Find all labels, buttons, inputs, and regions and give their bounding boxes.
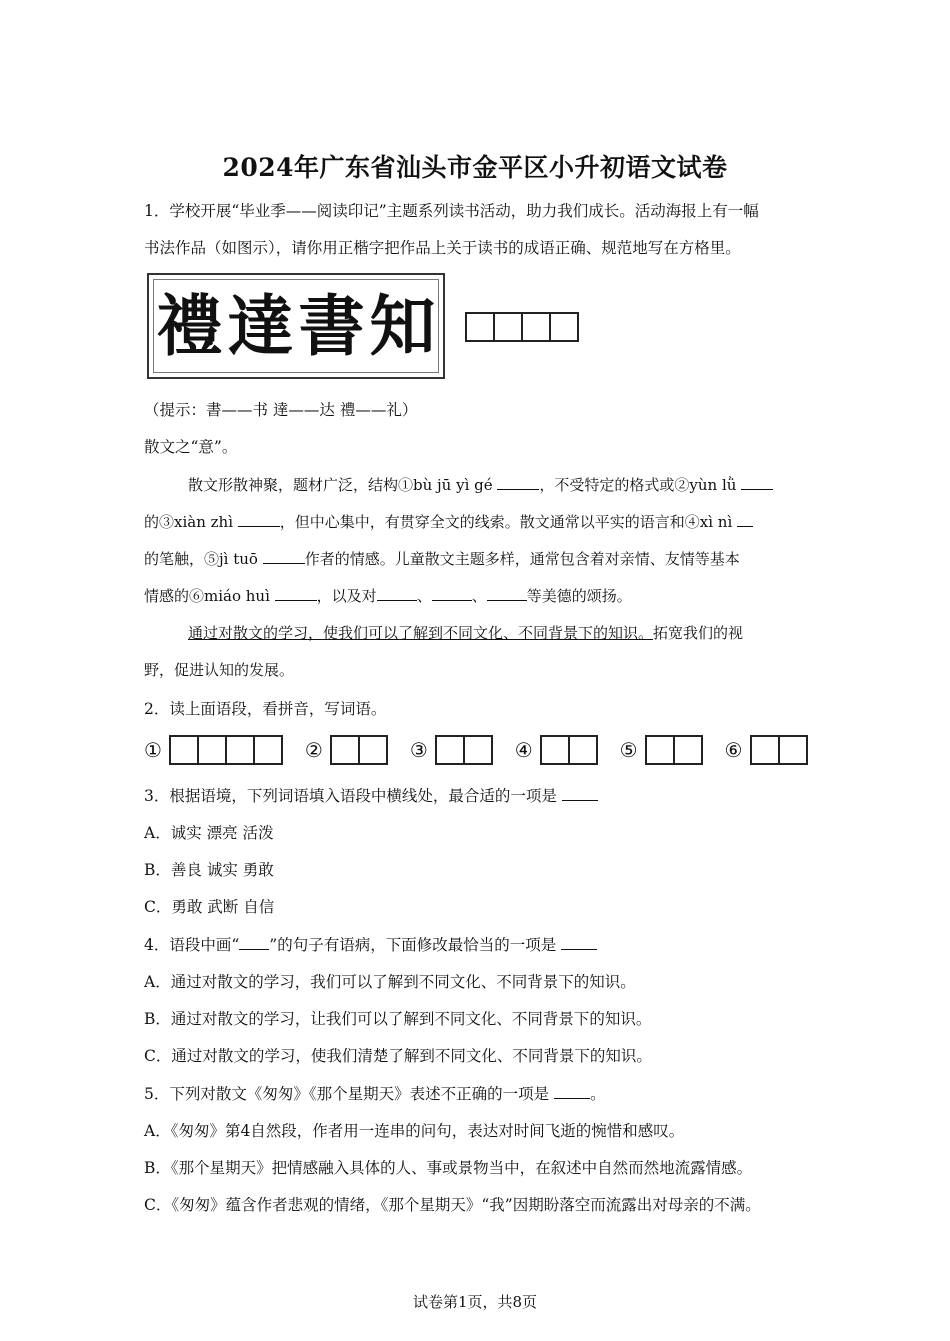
answer-cell[interactable]	[225, 735, 255, 765]
q5-option-a[interactable]: A．《匆匆》第4自然段，作者用一连串的问句，表达对时间飞逝的惋惜和感叹。	[144, 1122, 685, 1140]
q5-option-b[interactable]: B．《那个星期天》把情感融入具体的人、事或景物当中，在叙述中自然而然地流露情感。	[144, 1159, 753, 1177]
answer-cell[interactable]	[493, 312, 523, 342]
answer-cell[interactable]	[521, 312, 551, 342]
answer-blank[interactable]	[238, 525, 280, 527]
essay-heading: 散文之“意”。	[144, 438, 238, 456]
q4-option-c[interactable]: C．通过对散文的学习，使我们清楚了解到不同文化、不同背景下的知识。	[144, 1047, 652, 1065]
pinyin-answer-boxes[interactable]	[435, 735, 493, 765]
answer-cell[interactable]	[169, 735, 199, 765]
pinyin-answer-boxes[interactable]	[750, 735, 808, 765]
essay-p1-line1: 散文形散神聚，题材广泛，结构①bù jū yì gé ，不受特定的格式或②yùn lǜ	[188, 474, 773, 495]
answer-blank[interactable]	[741, 488, 773, 490]
q3-option-a[interactable]: A．诚实 漂亮 活泼	[144, 824, 274, 842]
answer-cell[interactable]	[750, 735, 780, 765]
answer-blank[interactable]	[275, 599, 317, 601]
q5-option-c[interactable]: C．《匆匆》蕴含作者悲观的情绪，《那个星期天》“我”因期盼落空而流露出对母亲的不满。	[144, 1196, 761, 1214]
q2-text: 2．读上面语段，看拼音，写词语。	[144, 700, 387, 718]
blank-number-label: ⑥	[724, 738, 743, 762]
answer-blank[interactable]	[263, 562, 305, 564]
blank-number-label: ⑤	[619, 738, 638, 762]
q4-text: 4．语段中画“ ”的句子有语病，下面修改最恰当的一项是	[144, 933, 597, 955]
answer-blank[interactable]	[561, 948, 597, 950]
pinyin-answer-boxes[interactable]	[330, 735, 388, 765]
q3-text: 3．根据语境，下列词语填入语段中横线处，最合适的一项是	[144, 784, 598, 806]
answer-blank[interactable]	[377, 599, 417, 601]
answer-blank[interactable]	[497, 488, 539, 490]
idiom-answer-grid[interactable]	[465, 312, 579, 342]
q1-line1: 1．学校开展“毕业季——阅读印记”主题系列读书活动，助力我们成长。活动海报上有一幅	[144, 202, 759, 220]
answer-cell[interactable]	[463, 735, 493, 765]
essay-p1-line2: 的③xiàn zhì ，但中心集中，有贯穿全文的线索。散文通常以平实的语言和④xì nì	[144, 511, 753, 532]
calligraphy-char-3: 書	[298, 287, 365, 365]
blank-number-label: ①	[144, 738, 162, 762]
blank-number-label: ③	[409, 738, 428, 762]
answer-blank[interactable]	[432, 599, 472, 601]
answer-blank[interactable]	[554, 1097, 590, 1099]
q4-option-b[interactable]: B．通过对散文的学习，让我们可以了解到不同文化、不同背景下的知识。	[144, 1010, 652, 1028]
pinyin-answer-boxes[interactable]	[645, 735, 703, 765]
essay-p1-line3: 的笔触，⑤jì tuō 作者的情感。儿童散文主题多样，通常包含着对亲情、友情等基本	[144, 550, 740, 568]
essay-p2-line2: 野，促进认知的发展。	[144, 661, 295, 679]
answer-blank[interactable]	[737, 525, 753, 527]
calligraphy-char-4: 知	[369, 287, 436, 365]
page-footer: 试卷第1页，共8页	[412, 1293, 538, 1311]
answer-cell[interactable]	[358, 735, 388, 765]
q1-hint: （提示：書——书 達——达 禮——礼）	[144, 401, 418, 419]
answer-blank[interactable]	[487, 599, 527, 601]
pinyin-answer-row	[144, 733, 808, 767]
answer-cell[interactable]	[568, 735, 598, 765]
pinyin-answer-boxes[interactable]	[169, 735, 283, 765]
q4-option-a[interactable]: A．通过对散文的学习，我们可以了解到不同文化、不同背景下的知识。	[144, 973, 636, 991]
blank-number-label: ④	[514, 738, 533, 762]
page-title: 2024年广东省汕头市金平区小升初语文试卷	[222, 153, 728, 182]
blank-number-label: ②	[304, 738, 323, 762]
pinyin-answer-boxes[interactable]	[540, 735, 598, 765]
calligraphy-char-1: 禮	[156, 287, 223, 365]
answer-cell[interactable]	[645, 735, 675, 765]
calligraphy-char-2: 達	[227, 287, 294, 365]
q3-option-c[interactable]: C．勇敢 武断 自信	[144, 898, 275, 916]
answer-cell[interactable]	[778, 735, 808, 765]
essay-p2-line1: 通过对散文的学习，使我们可以了解到不同文化、不同背景下的知识。拓宽我们的视	[188, 624, 744, 642]
answer-cell[interactable]	[435, 735, 465, 765]
answer-blank[interactable]	[562, 799, 598, 801]
faulty-sentence: 通过对散文的学习，使我们可以了解到不同文化、不同背景下的知识。	[188, 624, 654, 642]
q5-text: 5．下列对散文《匆匆》《那个星期天》表述不正确的一项是 。	[144, 1085, 606, 1103]
answer-cell[interactable]	[673, 735, 703, 765]
essay-p1-line4: 情感的⑥miáo huì ，以及对 、 、 等美德的颂扬。	[144, 587, 632, 605]
answer-cell[interactable]	[549, 312, 579, 342]
answer-cell[interactable]	[465, 312, 495, 342]
calligraphy-artwork	[147, 273, 445, 379]
answer-cell[interactable]	[540, 735, 570, 765]
q3-option-b[interactable]: B．善良 诚实 勇敢	[144, 861, 274, 879]
answer-cell[interactable]	[330, 735, 360, 765]
q1-line2: 书法作品（如图示），请你用正楷字把作品上关于读书的成语正确、规范地写在方格里。	[144, 239, 741, 257]
answer-cell[interactable]	[197, 735, 227, 765]
answer-cell[interactable]	[253, 735, 283, 765]
